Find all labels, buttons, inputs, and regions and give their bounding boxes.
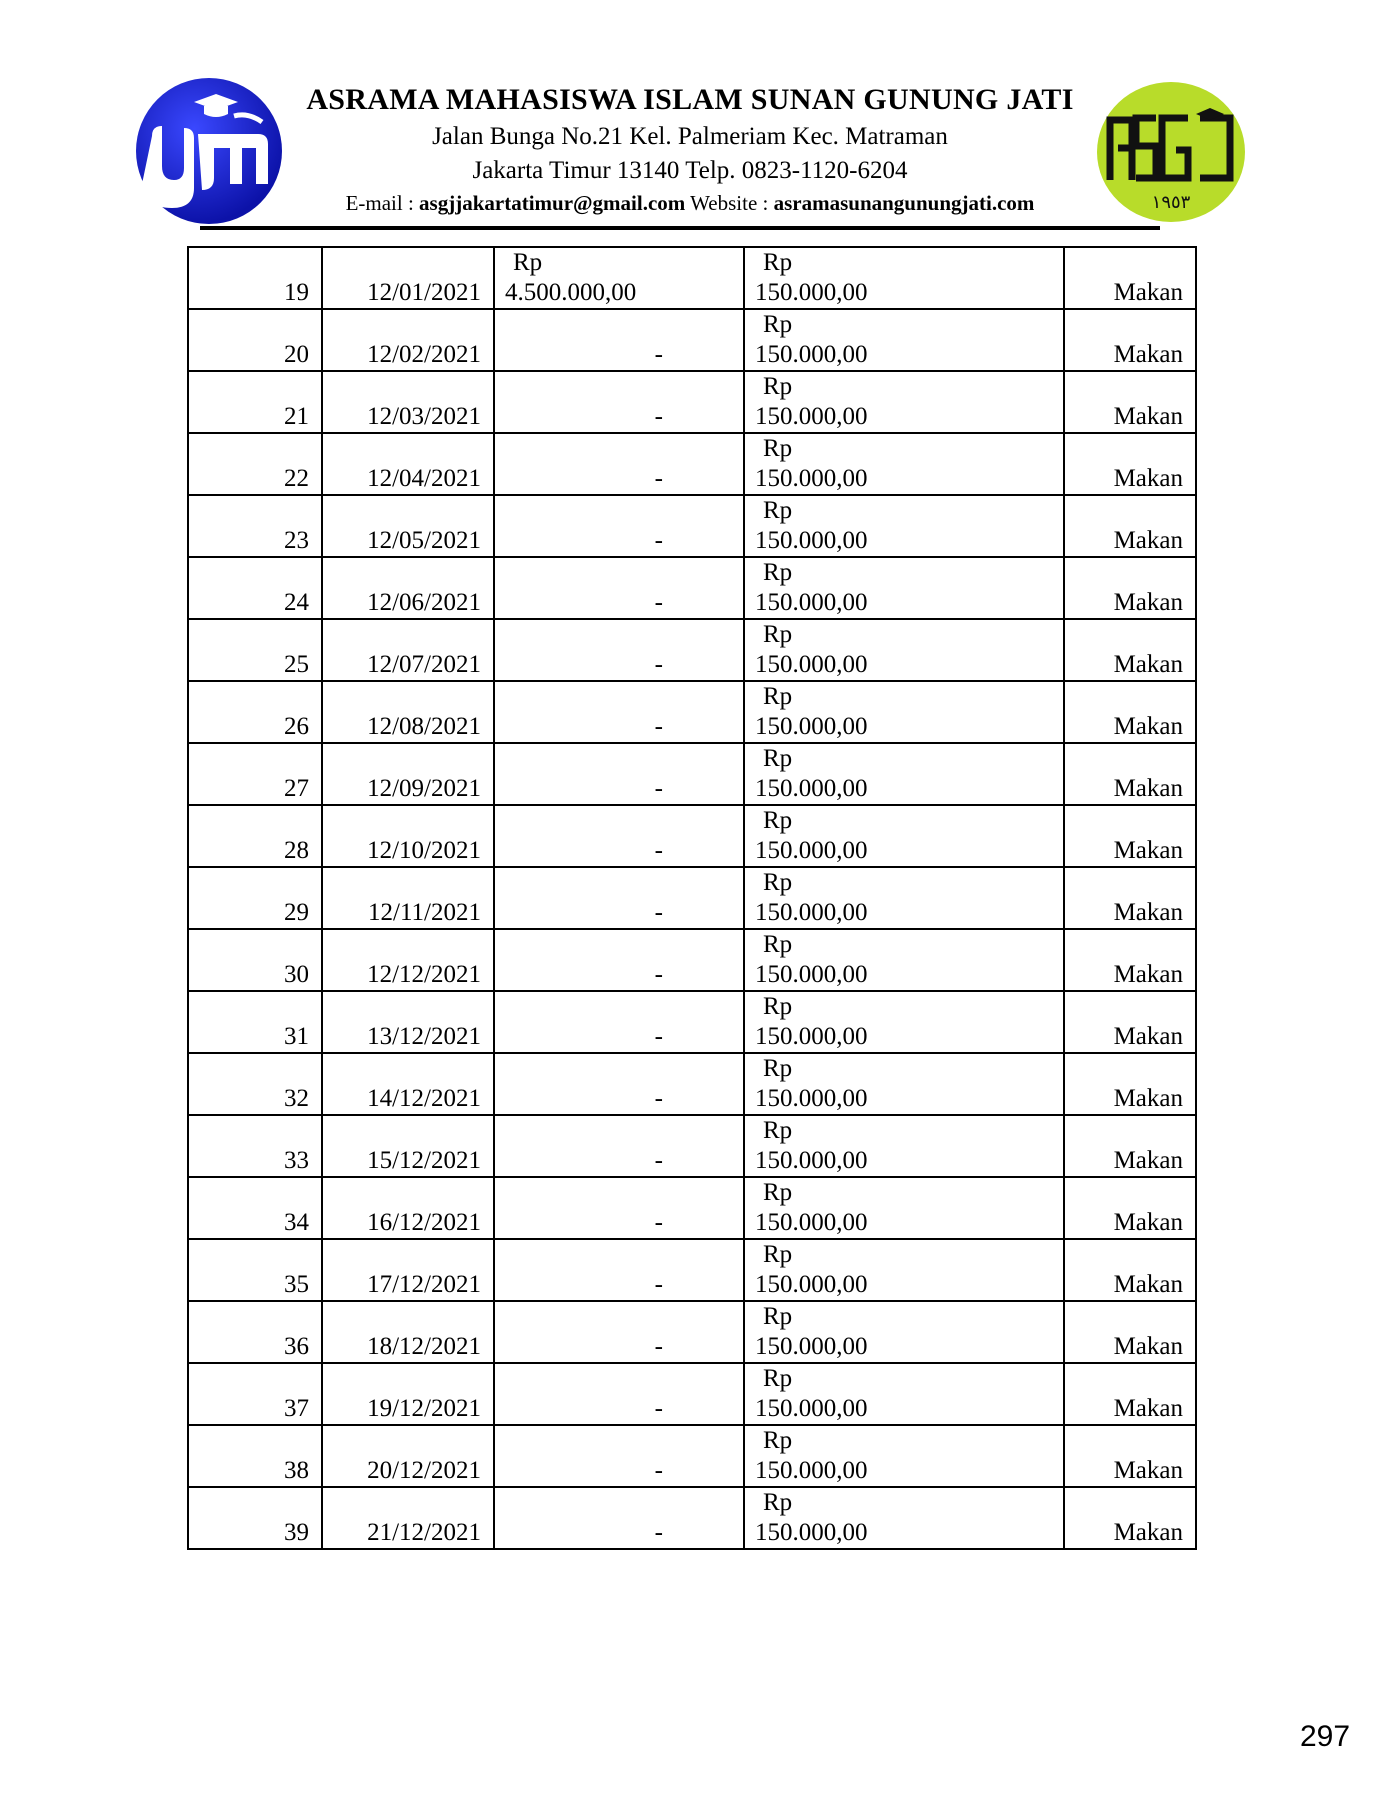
credit-amount: 150.000,00 (755, 1333, 868, 1360)
debit-cell: - (494, 1115, 744, 1177)
table-row (188, 557, 1196, 619)
credit-cell (744, 1239, 1064, 1301)
debit-cell: - (494, 1301, 744, 1363)
row-number-cell: 24 (188, 557, 322, 619)
row-number-cell: 36 (188, 1301, 322, 1363)
currency-label: Rp (763, 931, 793, 958)
row-number-cell: 29 (188, 867, 322, 929)
debit-cell: - (494, 1177, 744, 1239)
currency-label: Rp (763, 311, 793, 338)
description-cell: Makan (1064, 371, 1196, 433)
row-number-cell: 31 (188, 991, 322, 1053)
organization-name: ASRAMA MAHASISWA ISLAM SUNAN GUNUNG JATI (306, 83, 1074, 116)
credit-cell (744, 495, 1064, 557)
currency-label: Rp (763, 807, 793, 834)
debit-cell: - (494, 371, 744, 433)
credit-cell (744, 1053, 1064, 1115)
credit-cell (744, 619, 1064, 681)
currency-label: Rp (763, 1055, 793, 1082)
row-number-cell: 25 (188, 619, 322, 681)
credit-amount: 150.000,00 (755, 961, 868, 988)
website-address[interactable]: asramasunangunungjati.com (773, 191, 1035, 215)
currency-label: Rp (763, 373, 793, 400)
date-cell: 12/03/2021 (322, 371, 494, 433)
description-cell: Makan (1064, 557, 1196, 619)
credit-cell (744, 805, 1064, 867)
page-number: 297 (1300, 1720, 1351, 1753)
credit-cell (744, 867, 1064, 929)
debit-cell: - (494, 557, 744, 619)
table-row (188, 1115, 1196, 1177)
debit-cell: - (494, 867, 744, 929)
table-row (188, 805, 1196, 867)
currency-label: Rp (513, 249, 543, 276)
description-cell: Makan (1064, 1239, 1196, 1301)
date-cell: 12/08/2021 (322, 681, 494, 743)
currency-label: Rp (763, 993, 793, 1020)
row-number-cell: 19 (188, 247, 322, 309)
table-row (188, 681, 1196, 743)
contact-line (285, 188, 1095, 218)
credit-amount: 150.000,00 (755, 279, 868, 306)
debit-cell: - (494, 309, 744, 371)
description-cell: Makan (1064, 1487, 1196, 1549)
date-cell: 12/11/2021 (322, 867, 494, 929)
debit-amount: 4.500.000,00 (505, 279, 637, 306)
debit-cell: - (494, 743, 744, 805)
debit-cell: - (494, 805, 744, 867)
credit-amount: 150.000,00 (755, 651, 868, 678)
address-line-1: Jalan Bunga No.21 Kel. Palmeriam Kec. Matraman (432, 123, 948, 150)
credit-amount: 150.000,00 (755, 403, 868, 430)
currency-label: Rp (763, 1179, 793, 1206)
description-cell: Makan (1064, 1425, 1196, 1487)
credit-amount: 150.000,00 (755, 837, 868, 864)
credit-amount: 150.000,00 (755, 713, 868, 740)
date-cell: 12/02/2021 (322, 309, 494, 371)
table-row (188, 743, 1196, 805)
credit-cell (744, 1115, 1064, 1177)
credit-cell (744, 1425, 1064, 1487)
row-number-cell: 23 (188, 495, 322, 557)
table-row (188, 247, 1196, 309)
description-cell: Makan (1064, 247, 1196, 309)
date-cell: 12/10/2021 (322, 805, 494, 867)
date-cell: 18/12/2021 (322, 1301, 494, 1363)
credit-amount: 150.000,00 (755, 1209, 868, 1236)
currency-label: Rp (763, 559, 793, 586)
currency-label: Rp (763, 745, 793, 772)
date-cell: 13/12/2021 (322, 991, 494, 1053)
table-row (188, 309, 1196, 371)
description-cell: Makan (1064, 1363, 1196, 1425)
credit-cell (744, 371, 1064, 433)
currency-label: Rp (763, 1303, 793, 1330)
date-cell: 17/12/2021 (322, 1239, 494, 1301)
currency-label: Rp (763, 1241, 793, 1268)
credit-cell (744, 309, 1064, 371)
description-cell: Makan (1064, 309, 1196, 371)
credit-cell (744, 1487, 1064, 1549)
description-cell: Makan (1064, 743, 1196, 805)
credit-cell (744, 433, 1064, 495)
row-number-cell: 35 (188, 1239, 322, 1301)
debit-cell: - (494, 1425, 744, 1487)
currency-label: Rp (763, 1427, 793, 1454)
table-row (188, 1053, 1196, 1115)
currency-label: Rp (763, 435, 793, 462)
debit-cell: - (494, 433, 744, 495)
credit-amount: 150.000,00 (755, 1457, 868, 1484)
row-number-cell: 38 (188, 1425, 322, 1487)
logo-year-text: ١٩٥٣ (1151, 192, 1191, 213)
email-label: E-mail : (345, 191, 420, 215)
description-cell: Makan (1064, 1301, 1196, 1363)
row-number-cell: 33 (188, 1115, 322, 1177)
credit-amount: 150.000,00 (755, 1023, 868, 1050)
credit-amount: 150.000,00 (755, 899, 868, 926)
date-cell: 21/12/2021 (322, 1487, 494, 1549)
debit-cell: - (494, 1363, 744, 1425)
date-cell: 19/12/2021 (322, 1363, 494, 1425)
row-number-cell: 30 (188, 929, 322, 991)
credit-cell (744, 743, 1064, 805)
currency-label: Rp (763, 683, 793, 710)
row-number-cell: 37 (188, 1363, 322, 1425)
table-row (188, 1425, 1196, 1487)
table-row (188, 1177, 1196, 1239)
credit-amount: 150.000,00 (755, 465, 868, 492)
credit-amount: 150.000,00 (755, 775, 868, 802)
table-row (188, 1301, 1196, 1363)
row-number-cell: 21 (188, 371, 322, 433)
description-cell: Makan (1064, 1053, 1196, 1115)
credit-cell (744, 1363, 1064, 1425)
debit-cell: - (494, 1487, 744, 1549)
currency-label: Rp (763, 1117, 793, 1144)
description-cell: Makan (1064, 495, 1196, 557)
table-row (188, 1487, 1196, 1549)
description-cell: Makan (1064, 1177, 1196, 1239)
currency-label: Rp (763, 869, 793, 896)
description-cell: Makan (1064, 1115, 1196, 1177)
table-row (188, 867, 1196, 929)
debit-cell: - (494, 495, 744, 557)
credit-amount: 150.000,00 (755, 1271, 868, 1298)
date-cell: 12/09/2021 (322, 743, 494, 805)
description-cell: Makan (1064, 619, 1196, 681)
credit-cell (744, 247, 1064, 309)
description-cell: Makan (1064, 867, 1196, 929)
email-address[interactable]: asgjjakartatimur@gmail.com (419, 191, 686, 215)
letterhead (285, 80, 1095, 218)
description-cell: Makan (1064, 681, 1196, 743)
letterhead-divider (200, 226, 1160, 230)
ledger-table (187, 246, 1197, 1550)
credit-cell (744, 991, 1064, 1053)
description-cell: Makan (1064, 805, 1196, 867)
table-row (188, 1363, 1196, 1425)
credit-amount: 150.000,00 (755, 1395, 868, 1422)
debit-cell: - (494, 929, 744, 991)
asgj-logo (1096, 80, 1246, 225)
row-number-cell: 22 (188, 433, 322, 495)
date-cell: 15/12/2021 (322, 1115, 494, 1177)
table-row (188, 371, 1196, 433)
credit-cell (744, 929, 1064, 991)
debit-cell: - (494, 1239, 744, 1301)
credit-cell (744, 557, 1064, 619)
date-cell: 12/06/2021 (322, 557, 494, 619)
currency-label: Rp (763, 1365, 793, 1392)
credit-amount: 150.000,00 (755, 527, 868, 554)
table-row (188, 929, 1196, 991)
date-cell: 12/04/2021 (322, 433, 494, 495)
row-number-cell: 34 (188, 1177, 322, 1239)
row-number-cell: 27 (188, 743, 322, 805)
table-row (188, 991, 1196, 1053)
description-cell: Makan (1064, 991, 1196, 1053)
date-cell: 12/01/2021 (322, 247, 494, 309)
debit-cell: - (494, 681, 744, 743)
website-label: Website : (685, 191, 774, 215)
address-line-2: Jakarta Timur 13140 Telp. 0823-1120-6204 (472, 157, 908, 184)
credit-cell (744, 1301, 1064, 1363)
credit-amount: 150.000,00 (755, 1519, 868, 1546)
debit-cell: - (494, 991, 744, 1053)
debit-cell: - (494, 619, 744, 681)
debit-cell: - (494, 1053, 744, 1115)
yapi-logo (134, 76, 284, 226)
credit-cell (744, 681, 1064, 743)
date-cell: 12/07/2021 (322, 619, 494, 681)
currency-label: Rp (763, 249, 793, 276)
row-number-cell: 39 (188, 1487, 322, 1549)
credit-amount: 150.000,00 (755, 341, 868, 368)
credit-amount: 150.000,00 (755, 1147, 868, 1174)
currency-label: Rp (763, 497, 793, 524)
row-number-cell: 32 (188, 1053, 322, 1115)
credit-cell (744, 1177, 1064, 1239)
table-row (188, 619, 1196, 681)
date-cell: 14/12/2021 (322, 1053, 494, 1115)
date-cell: 16/12/2021 (322, 1177, 494, 1239)
date-cell: 12/05/2021 (322, 495, 494, 557)
row-number-cell: 20 (188, 309, 322, 371)
date-cell: 12/12/2021 (322, 929, 494, 991)
credit-amount: 150.000,00 (755, 1085, 868, 1112)
table-row (188, 1239, 1196, 1301)
debit-cell (494, 247, 744, 309)
table-row (188, 495, 1196, 557)
row-number-cell: 28 (188, 805, 322, 867)
row-number-cell: 26 (188, 681, 322, 743)
date-cell: 20/12/2021 (322, 1425, 494, 1487)
description-cell: Makan (1064, 433, 1196, 495)
currency-label: Rp (763, 621, 793, 648)
table-row (188, 433, 1196, 495)
credit-amount: 150.000,00 (755, 589, 868, 616)
description-cell: Makan (1064, 929, 1196, 991)
currency-label: Rp (763, 1489, 793, 1516)
